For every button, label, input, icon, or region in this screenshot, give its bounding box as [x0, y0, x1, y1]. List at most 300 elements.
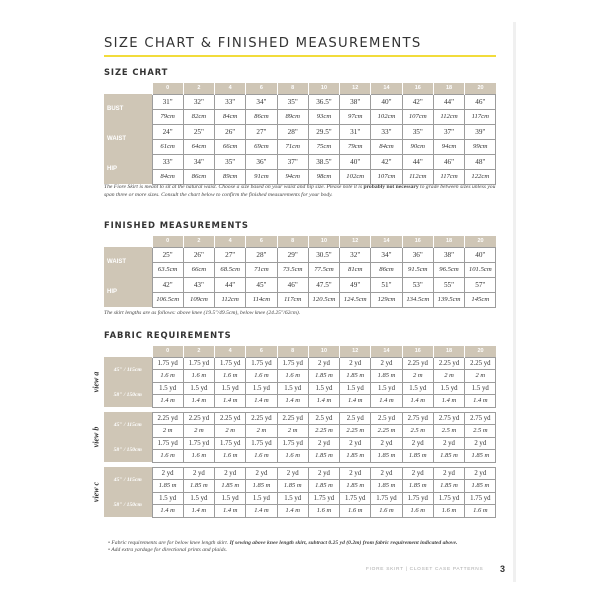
- corner-cell: [104, 83, 152, 94]
- yardage-value: 1.75 yd: [308, 492, 339, 505]
- inch-value: 29": [277, 247, 308, 262]
- inch-value: 37": [433, 124, 464, 139]
- meter-value: 2 m: [246, 425, 277, 438]
- meter-value: 1.6 m: [246, 370, 277, 383]
- meter-value: 1.6 m: [465, 505, 496, 518]
- size-column-header: 18: [433, 83, 464, 94]
- yardage-value: 2 yd: [246, 467, 277, 480]
- yardage-value: 1.5 yd: [402, 382, 433, 395]
- cm-value: 112cm: [433, 109, 464, 124]
- yardage-value: 2 yd: [340, 467, 371, 480]
- corner-cell: [104, 236, 152, 247]
- yardage-value: 2 yd: [152, 467, 183, 480]
- meter-value: 1.4 m: [433, 395, 464, 408]
- meter-value: 1.4 m: [277, 505, 308, 518]
- size-column-header: 8: [277, 236, 308, 247]
- meter-value: 2.5 m: [433, 425, 464, 438]
- yardage-value: 2.25 yd: [465, 357, 496, 370]
- note-text: The Fiore Skirt is meant to sit at the natural waist. Choose a size based on your waist and hip size. Please note it is: [104, 184, 364, 190]
- yardage-value: 2 yd: [215, 467, 246, 480]
- yardage-value: 2 yd: [465, 467, 496, 480]
- size-column-header: 12: [340, 236, 371, 247]
- yardage-value: 1.5 yd: [183, 382, 214, 395]
- meter-value: 1.85 m: [183, 480, 214, 493]
- inch-value: 44": [402, 154, 433, 169]
- size-column-header: 18: [433, 236, 464, 247]
- measurement-label: BUST: [104, 94, 152, 124]
- meter-value: 1.85 m: [308, 480, 339, 493]
- meter-value: 1.85 m: [277, 480, 308, 493]
- cm-value: 96.5cm: [433, 262, 464, 277]
- inch-value: 47.5": [308, 277, 339, 292]
- cm-value: 86cm: [371, 262, 402, 277]
- inch-value: 34": [246, 94, 277, 109]
- yardage-value: 1.5 yd: [183, 492, 214, 505]
- cm-value: 91cm: [246, 169, 277, 184]
- meter-value: 1.85 m: [465, 450, 496, 463]
- yardage-value: 2 yd: [433, 467, 464, 480]
- meter-value: 1.4 m: [371, 395, 402, 408]
- size-column-header: 20: [465, 346, 496, 357]
- size-column-header: 0: [152, 346, 183, 357]
- cm-value: 102cm: [371, 109, 402, 124]
- yardage-value: 2 yd: [308, 357, 339, 370]
- meter-value: 1.6 m: [246, 450, 277, 463]
- cm-value: 122cm: [465, 169, 496, 184]
- cm-value: 102cm: [340, 169, 371, 184]
- yardage-value: 2.75 yd: [433, 412, 464, 425]
- footer-text: FIORE SKIRT | CLOSET CASE PATTERNS: [366, 567, 484, 572]
- size-column-header: 18: [433, 346, 464, 357]
- size-column-header: 0: [152, 236, 183, 247]
- yardage-value: 2 yd: [433, 437, 464, 450]
- meter-value: 1.6 m: [402, 505, 433, 518]
- header-row: [104, 83, 496, 94]
- yardage-value: 1.75 yd: [402, 492, 433, 505]
- cm-value: 129cm: [371, 292, 402, 307]
- inch-value: 57": [465, 277, 496, 292]
- cm-value: 124.5cm: [340, 292, 371, 307]
- yardage-value: 2.25 yd: [277, 412, 308, 425]
- size-column-header: 12: [340, 346, 371, 357]
- cm-value: 90cm: [402, 139, 433, 154]
- meter-value: 2.25 m: [371, 425, 402, 438]
- cm-value: 107cm: [371, 169, 402, 184]
- note-emphasis: If sewing above knee length skirt, subtract 0.25 yd (0.2m) from fabric requirement indicated above.: [229, 540, 458, 546]
- cm-value: 68.5cm: [215, 262, 246, 277]
- inch-value: 53": [402, 277, 433, 292]
- meter-value: 1.4 m: [183, 505, 214, 518]
- fabric-row-yards: [88, 357, 496, 370]
- cm-value: 99cm: [465, 139, 496, 154]
- meter-value: 1.4 m: [215, 395, 246, 408]
- yardage-value: 1.5 yd: [215, 382, 246, 395]
- yardage-value: 2.75 yd: [402, 412, 433, 425]
- cm-value: 71cm: [277, 139, 308, 154]
- inch-value: 34": [183, 154, 214, 169]
- yardage-value: 1.5 yd: [340, 382, 371, 395]
- measurement-row-inches: [104, 154, 496, 169]
- measurement-label: HIP: [104, 277, 152, 307]
- size-chart-table: [104, 83, 496, 185]
- inch-value: 48": [465, 154, 496, 169]
- inch-value: 38": [433, 247, 464, 262]
- size-column-header: 2: [183, 236, 214, 247]
- measurement-label: WAIST: [104, 124, 152, 154]
- view-label: [88, 412, 104, 462]
- meter-value: 1.85 m: [465, 480, 496, 493]
- cm-value: 107cm: [402, 109, 433, 124]
- inch-value: 24": [152, 124, 183, 139]
- size-column-header: 16: [402, 83, 433, 94]
- inch-value: 38": [340, 94, 371, 109]
- meter-value: 1.85 m: [215, 480, 246, 493]
- measurement-row-cm: [104, 292, 496, 307]
- cm-value: 66cm: [183, 262, 214, 277]
- inch-value: 27": [215, 247, 246, 262]
- cm-value: 71cm: [246, 262, 277, 277]
- inch-value: 26": [215, 124, 246, 139]
- meter-value: 1.6 m: [183, 370, 214, 383]
- inch-value: 28": [277, 124, 308, 139]
- fabric-row-yards: [88, 467, 496, 480]
- meter-value: 2.5 m: [402, 425, 433, 438]
- cm-value: 64cm: [183, 139, 214, 154]
- meter-value: 2 m: [152, 425, 183, 438]
- inch-value: 39": [465, 124, 496, 139]
- cm-value: 98cm: [308, 169, 339, 184]
- view-label-text: view c: [91, 481, 101, 503]
- meter-value: 1.4 m: [246, 505, 277, 518]
- meter-value: 1.6 m: [152, 450, 183, 463]
- cm-value: 89cm: [215, 169, 246, 184]
- page-title: SIZE CHART & FINISHED MEASUREMENTS: [104, 36, 422, 51]
- note-text: Fabric requirements are for below knee length skirt.: [111, 540, 230, 546]
- measurement-row-cm: [104, 262, 496, 277]
- fabric-row-yards: [88, 437, 496, 450]
- cm-value: 117cm: [277, 292, 308, 307]
- size-column-header: 2: [183, 346, 214, 357]
- inch-value: 44": [215, 277, 246, 292]
- note-emphasis: probably not necessary: [363, 184, 419, 190]
- cm-value: 120.5cm: [308, 292, 339, 307]
- measurement-row-cm: [104, 109, 496, 124]
- size-column-header: 4: [215, 346, 246, 357]
- cm-value: 79cm: [340, 139, 371, 154]
- size-chart-note: [104, 184, 496, 199]
- inch-value: 51": [371, 277, 402, 292]
- meter-value: 1.6 m: [340, 505, 371, 518]
- cm-value: 145cm: [465, 292, 496, 307]
- yardage-value: 2 yd: [371, 437, 402, 450]
- yardage-value: 2.5 yd: [340, 412, 371, 425]
- note-text: to grade between sizes unless you span three or more sizes. Consult the chart below to confirm the finished measurements for your body.: [104, 184, 496, 198]
- size-column-header: 10: [308, 83, 339, 94]
- yardage-value: 1.75 yd: [215, 437, 246, 450]
- inch-value: 43": [183, 277, 214, 292]
- cm-value: 73.5cm: [277, 262, 308, 277]
- fabric-note-item: • Fabric requirements are for below knee length skirt. If sewing above knee length skirt, subtract 0.25 yd (0.2m) from fabric requirement indicated above.: [108, 540, 458, 546]
- cm-value: 109cm: [183, 292, 214, 307]
- size-column-header: 0: [152, 83, 183, 94]
- yardage-value: 2 yd: [308, 467, 339, 480]
- yardage-value: 1.75 yd: [152, 357, 183, 370]
- inch-value: 31": [152, 94, 183, 109]
- size-column-header: 10: [308, 236, 339, 247]
- meter-value: 1.85 m: [433, 450, 464, 463]
- inch-value: 25": [183, 124, 214, 139]
- inch-value: 37": [277, 154, 308, 169]
- yardage-value: 2 yd: [371, 357, 402, 370]
- size-column-header: 4: [215, 83, 246, 94]
- measurement-row-inches: [104, 94, 496, 109]
- inch-value: 55": [433, 277, 464, 292]
- meter-value: 1.6 m: [277, 450, 308, 463]
- meter-value: 1.4 m: [465, 395, 496, 408]
- inch-value: 36": [402, 247, 433, 262]
- yardage-value: 1.75 yd: [215, 357, 246, 370]
- inch-value: 34": [371, 247, 402, 262]
- cm-value: 86cm: [246, 109, 277, 124]
- meter-value: 1.85 m: [371, 480, 402, 493]
- fabric-width-label: 45" / 115cm: [104, 467, 152, 492]
- meter-value: 1.85 m: [340, 370, 371, 383]
- inch-value: 46": [465, 94, 496, 109]
- cm-value: 106.5cm: [152, 292, 183, 307]
- meter-value: 2 m: [215, 425, 246, 438]
- yardage-value: 2 yd: [308, 437, 339, 450]
- yardage-value: 2 yd: [340, 357, 371, 370]
- meter-value: 1.6 m: [152, 370, 183, 383]
- page-edge: [513, 22, 516, 582]
- yardage-value: 2.5 yd: [308, 412, 339, 425]
- meter-value: 1.4 m: [402, 395, 433, 408]
- inch-value: 33": [152, 154, 183, 169]
- fabric-width-label: 58" / 150cm: [104, 382, 152, 407]
- meter-value: 1.6 m: [371, 505, 402, 518]
- header-row: [104, 236, 496, 247]
- inch-value: 35": [215, 154, 246, 169]
- meter-value: 1.6 m: [277, 370, 308, 383]
- yardage-value: 1.75 yd: [246, 437, 277, 450]
- view-label-text: view a: [91, 371, 101, 393]
- inch-value: 42": [152, 277, 183, 292]
- size-column-header: 16: [402, 346, 433, 357]
- meter-value: 1.4 m: [183, 395, 214, 408]
- size-column-header: 14: [371, 346, 402, 357]
- fabric-width-label: 45" / 115cm: [104, 412, 152, 437]
- yardage-value: 2 yd: [371, 467, 402, 480]
- inch-value: 25": [152, 247, 183, 262]
- inch-value: 46": [433, 154, 464, 169]
- yardage-value: 2 yd: [340, 437, 371, 450]
- inch-value: 30.5": [308, 247, 339, 262]
- view-label: [88, 467, 104, 517]
- cm-value: 81cm: [340, 262, 371, 277]
- fabric-notes: [108, 540, 496, 554]
- meter-value: 1.85 m: [371, 370, 402, 383]
- meter-value: 1.85 m: [340, 480, 371, 493]
- meter-value: 2 m: [277, 425, 308, 438]
- cm-value: 94cm: [277, 169, 308, 184]
- yardage-value: 1.5 yd: [277, 382, 308, 395]
- fabric-width-label: 58" / 150cm: [104, 492, 152, 517]
- yardage-value: 2.5 yd: [371, 412, 402, 425]
- yardage-value: 2.25 yd: [433, 357, 464, 370]
- size-column-header: 20: [465, 236, 496, 247]
- cm-value: 84cm: [215, 109, 246, 124]
- inch-value: 35": [277, 94, 308, 109]
- view-label-text: view b: [91, 426, 101, 448]
- meter-value: 2.25 m: [308, 425, 339, 438]
- measurement-row-cm: [104, 139, 496, 154]
- measurement-label: WAIST: [104, 247, 152, 277]
- inch-value: 45": [246, 277, 277, 292]
- note-text: Add extra yardage for directional prints and plaids.: [111, 547, 228, 554]
- inch-value: 49": [340, 277, 371, 292]
- page-number: 3: [500, 564, 506, 574]
- size-column-header: 6: [246, 236, 277, 247]
- corner-cell: [104, 346, 152, 357]
- cm-value: 89cm: [277, 109, 308, 124]
- meter-value: 1.85 m: [402, 450, 433, 463]
- size-column-header: 4: [215, 236, 246, 247]
- yardage-value: 2 yd: [465, 437, 496, 450]
- yardage-value: 2.25 yd: [246, 412, 277, 425]
- view-label: [88, 357, 104, 407]
- yardage-value: 2.25 yd: [402, 357, 433, 370]
- meter-value: 1.6 m: [308, 505, 339, 518]
- size-column-header: 6: [246, 83, 277, 94]
- cm-value: 97cm: [340, 109, 371, 124]
- meter-value: 1.6 m: [183, 450, 214, 463]
- measurement-row-inches: [104, 247, 496, 262]
- size-column-header: 14: [371, 236, 402, 247]
- yardage-value: 1.75 yd: [340, 492, 371, 505]
- meter-value: 1.4 m: [340, 395, 371, 408]
- yardage-value: 2 yd: [277, 467, 308, 480]
- cm-value: 93cm: [308, 109, 339, 124]
- inch-value: 40": [371, 94, 402, 109]
- yardage-value: 1.5 yd: [465, 382, 496, 395]
- finished-measurements-table: [104, 236, 496, 308]
- inch-value: 40": [465, 247, 496, 262]
- cm-value: 84cm: [371, 139, 402, 154]
- meter-value: 1.85 m: [152, 480, 183, 493]
- yardage-value: 2.25 yd: [215, 412, 246, 425]
- inch-value: 35": [402, 124, 433, 139]
- cm-value: 117cm: [465, 109, 496, 124]
- yardage-value: 1.75 yd: [277, 357, 308, 370]
- meter-value: 1.85 m: [371, 450, 402, 463]
- inch-value: 29.5": [308, 124, 339, 139]
- cm-value: 77.5cm: [308, 262, 339, 277]
- meter-value: 1.85 m: [340, 450, 371, 463]
- yardage-value: 1.75 yd: [371, 492, 402, 505]
- meter-value: 1.6 m: [215, 370, 246, 383]
- cm-value: 101.5cm: [465, 262, 496, 277]
- size-column-header: 16: [402, 236, 433, 247]
- inch-value: 32": [183, 94, 214, 109]
- inch-value: 40": [340, 154, 371, 169]
- yardage-value: 1.5 yd: [246, 382, 277, 395]
- title-underline: [104, 55, 496, 57]
- fabric-width-label: 58" / 150cm: [104, 437, 152, 462]
- size-column-header: 8: [277, 346, 308, 357]
- finished-note: The skirt lengths are as follows: above knee (19.5"/49.5cm), below knee (24.25"/62cm).: [104, 310, 301, 316]
- inch-value: 32": [340, 247, 371, 262]
- fabric-row-yards: [88, 412, 496, 425]
- inch-value: 28": [246, 247, 277, 262]
- meter-value: 1.85 m: [433, 480, 464, 493]
- meter-value: 1.4 m: [152, 505, 183, 518]
- cm-value: 94cm: [433, 139, 464, 154]
- measurement-row-inches: [104, 277, 496, 292]
- yardage-value: 1.5 yd: [152, 492, 183, 505]
- cm-value: 69cm: [246, 139, 277, 154]
- inch-value: 46": [277, 277, 308, 292]
- inch-value: 42": [371, 154, 402, 169]
- inch-value: 26": [183, 247, 214, 262]
- cm-value: 139.5cm: [433, 292, 464, 307]
- yardage-value: 1.5 yd: [215, 492, 246, 505]
- inch-value: 31": [340, 124, 371, 139]
- meter-value: 1.6 m: [215, 450, 246, 463]
- fabric-width-label: 45" / 115cm: [104, 357, 152, 382]
- cm-value: 112cm: [402, 169, 433, 184]
- yardage-value: 2 yd: [402, 437, 433, 450]
- meter-value: 2 m: [433, 370, 464, 383]
- inch-value: 33": [215, 94, 246, 109]
- yardage-value: 1.75 yd: [246, 357, 277, 370]
- yardage-value: 1.5 yd: [152, 382, 183, 395]
- meter-value: 1.4 m: [246, 395, 277, 408]
- cm-value: 63.5cm: [152, 262, 183, 277]
- fabric-requirements-heading: FABRIC REQUIREMENTS: [104, 330, 232, 340]
- cm-value: 117cm: [433, 169, 464, 184]
- cm-value: 134.5cm: [402, 292, 433, 307]
- measurement-row-inches: [104, 124, 496, 139]
- yardage-value: 1.75 yd: [465, 492, 496, 505]
- yardage-value: 1.5 yd: [246, 492, 277, 505]
- meter-value: 1.4 m: [308, 395, 339, 408]
- inch-value: 36": [246, 154, 277, 169]
- inch-value: 42": [402, 94, 433, 109]
- size-column-header: 14: [371, 83, 402, 94]
- yardage-value: 2.75 yd: [465, 412, 496, 425]
- yardage-value: 1.75 yd: [433, 492, 464, 505]
- cm-value: 61cm: [152, 139, 183, 154]
- header-row: [88, 346, 496, 357]
- cm-value: 112cm: [215, 292, 246, 307]
- size-column-header: 20: [465, 83, 496, 94]
- meter-value: 2 m: [465, 370, 496, 383]
- yardage-value: 1.5 yd: [277, 492, 308, 505]
- inch-value: 36.5": [308, 94, 339, 109]
- yardage-value: 1.5 yd: [308, 382, 339, 395]
- yardage-value: 2.25 yd: [152, 412, 183, 425]
- meter-value: 1.85 m: [308, 370, 339, 383]
- yardage-value: 1.75 yd: [183, 437, 214, 450]
- size-column-header: 12: [340, 83, 371, 94]
- meter-value: 1.6 m: [433, 505, 464, 518]
- meter-value: 1.4 m: [215, 505, 246, 518]
- cm-value: 75cm: [308, 139, 339, 154]
- yardage-value: 1.5 yd: [371, 382, 402, 395]
- yardage-value: 2.25 yd: [183, 412, 214, 425]
- cm-value: 82cm: [183, 109, 214, 124]
- meter-value: 1.4 m: [152, 395, 183, 408]
